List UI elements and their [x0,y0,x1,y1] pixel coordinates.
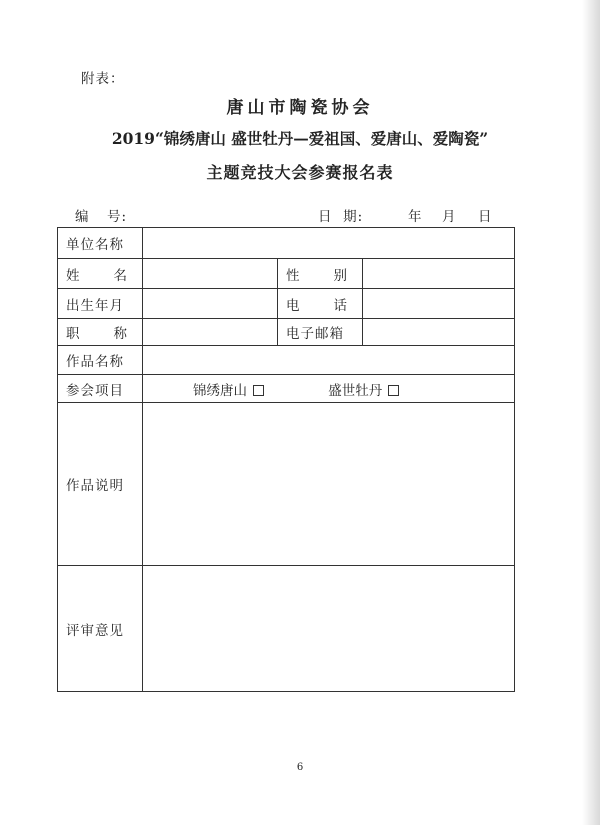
row-review-opinion [58,566,515,692]
number-label-2: 号: [107,209,128,225]
phone-field[interactable] [363,289,515,319]
option-shengshi[interactable] [328,379,399,399]
name-field[interactable] [143,259,278,289]
position-field[interactable] [143,319,278,346]
option-shengshi-label: 盛世牡丹 [328,382,383,399]
row-name-gender [58,259,515,289]
title-event: 2019“锦绣唐山 盛世牡丹—爱祖国、爱唐山、爱陶瓷” [111,129,489,148]
title-form: 主题竞技大会参赛报名表 [206,163,394,182]
gender-field[interactable] [363,259,515,289]
date-year: 年 [408,209,423,225]
work-description-label: 作品说明 [58,403,143,566]
gender-label: 性 别 [278,259,363,289]
number-label-1: 编 [75,209,90,225]
title-association: 唐山市陶瓷协会 [226,98,374,118]
name-label: 姓 名 [58,259,143,289]
attachment-label: 附表： [81,71,125,87]
option-jinxiu[interactable] [193,379,264,399]
checkbox-icon[interactable] [253,385,264,396]
row-work-name [58,346,515,375]
work-name-field[interactable] [143,346,515,375]
date-month: 月 [442,209,457,225]
category-label: 参会项目 [58,375,143,403]
date-label: 日 期: [318,209,364,225]
registration-form-table [57,227,515,692]
review-opinion-label: 评审意见 [58,566,143,692]
email-label: 电子邮箱 [278,319,363,346]
option-jinxiu-label: 锦绣唐山 [193,382,247,399]
unit-name-label: 单位名称 [58,228,143,259]
page-edge-shadow [582,0,600,825]
row-unit-name [58,228,515,259]
review-opinion-field[interactable] [143,566,515,692]
unit-name-field[interactable] [143,228,515,259]
row-birth-phone [58,289,515,319]
page-number: 6 [296,762,304,773]
birth-field[interactable] [143,289,278,319]
birth-label: 出生年月 [58,289,143,319]
phone-label: 电 话 [278,289,363,319]
date-day: 日 [478,209,493,225]
email-field[interactable] [363,319,515,346]
row-work-description [58,403,515,566]
row-category [58,375,515,403]
position-label: 职 称 [58,319,143,346]
row-position-email [58,319,515,346]
work-description-field[interactable] [143,403,515,566]
category-options [143,375,515,403]
checkbox-icon[interactable] [388,385,399,396]
work-name-label: 作品名称 [58,346,143,375]
